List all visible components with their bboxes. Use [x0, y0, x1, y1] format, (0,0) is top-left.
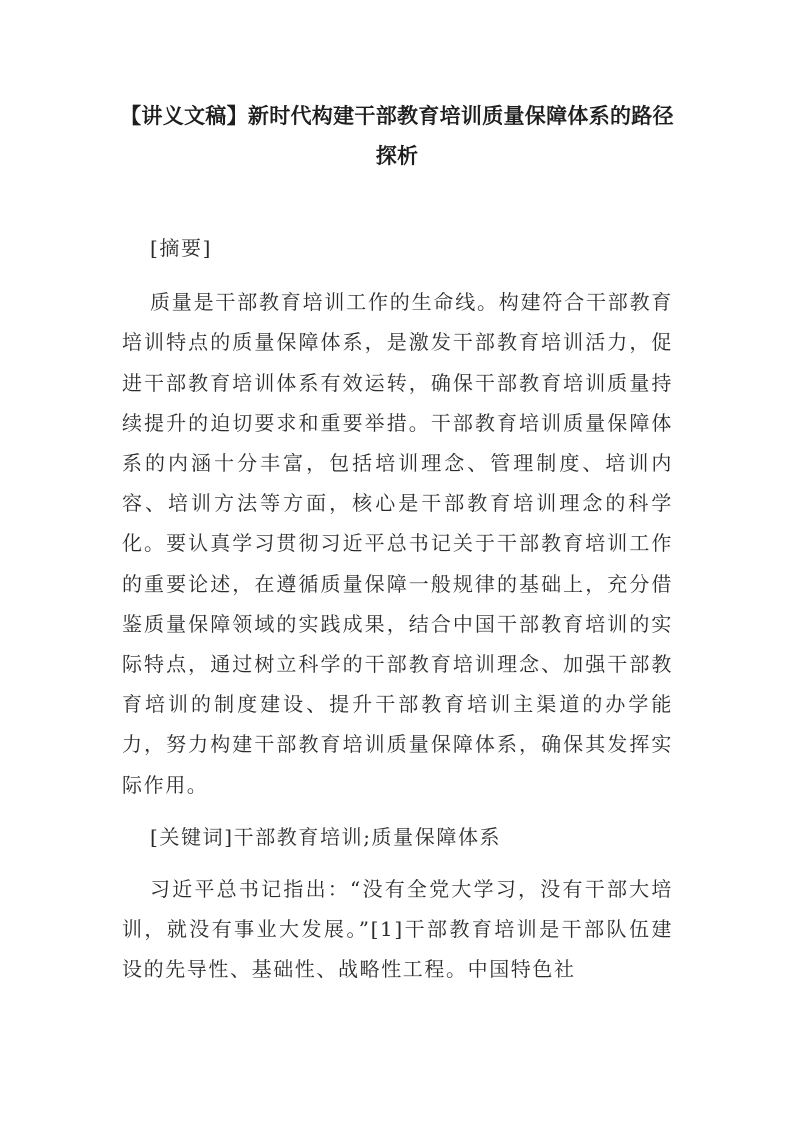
- abstract-heading: [摘要]: [150, 236, 213, 260]
- keywords-line: [关键词]干部教育培训;质量保障体系: [150, 824, 502, 849]
- document-body: [122, 228, 673, 1002]
- abstract-paragraph: 质量是干部教育培训工作的生命线。构建符合干部教育培训特点的质量保障体系，是激发干部教育培训活力，促进干部教育培训体系有效运转，确保干部教育培训质量持续提升的迫切要求和重要举措。干部教育培训质量保障体系的内涵十分丰富，包括培训理念、管理制度、培训内容、培训方法等方面，核心是干部教育培训理念的科学化。要认真学习贯彻习近平总书记关于干部教育培训工作的重要论述，在遵循质量保障一般规律的基础上，充分借鉴质量保障领域的实践成果，结合中国干部教育培训的实际特点，通过树立科学的干部教育培训理念、加强干部教育培训的制度建设、提升干部教育培训主渠道的办学能力，努力构建干部教育培训质量保障体系，确保其发挥实际作用。: [122, 290, 673, 797]
- body-paragraph: 习近平总书记指出：“没有全党大学习，没有干部大培训，就没有事业大发展。”[1]干部教育培训是干部队伍建设的先导性、基础性、战略性工程。中国特色社: [122, 877, 673, 982]
- document-title: 【讲义文稿】新时代构建干部教育培训质量保障体系的路径探析: [120, 104, 674, 168]
